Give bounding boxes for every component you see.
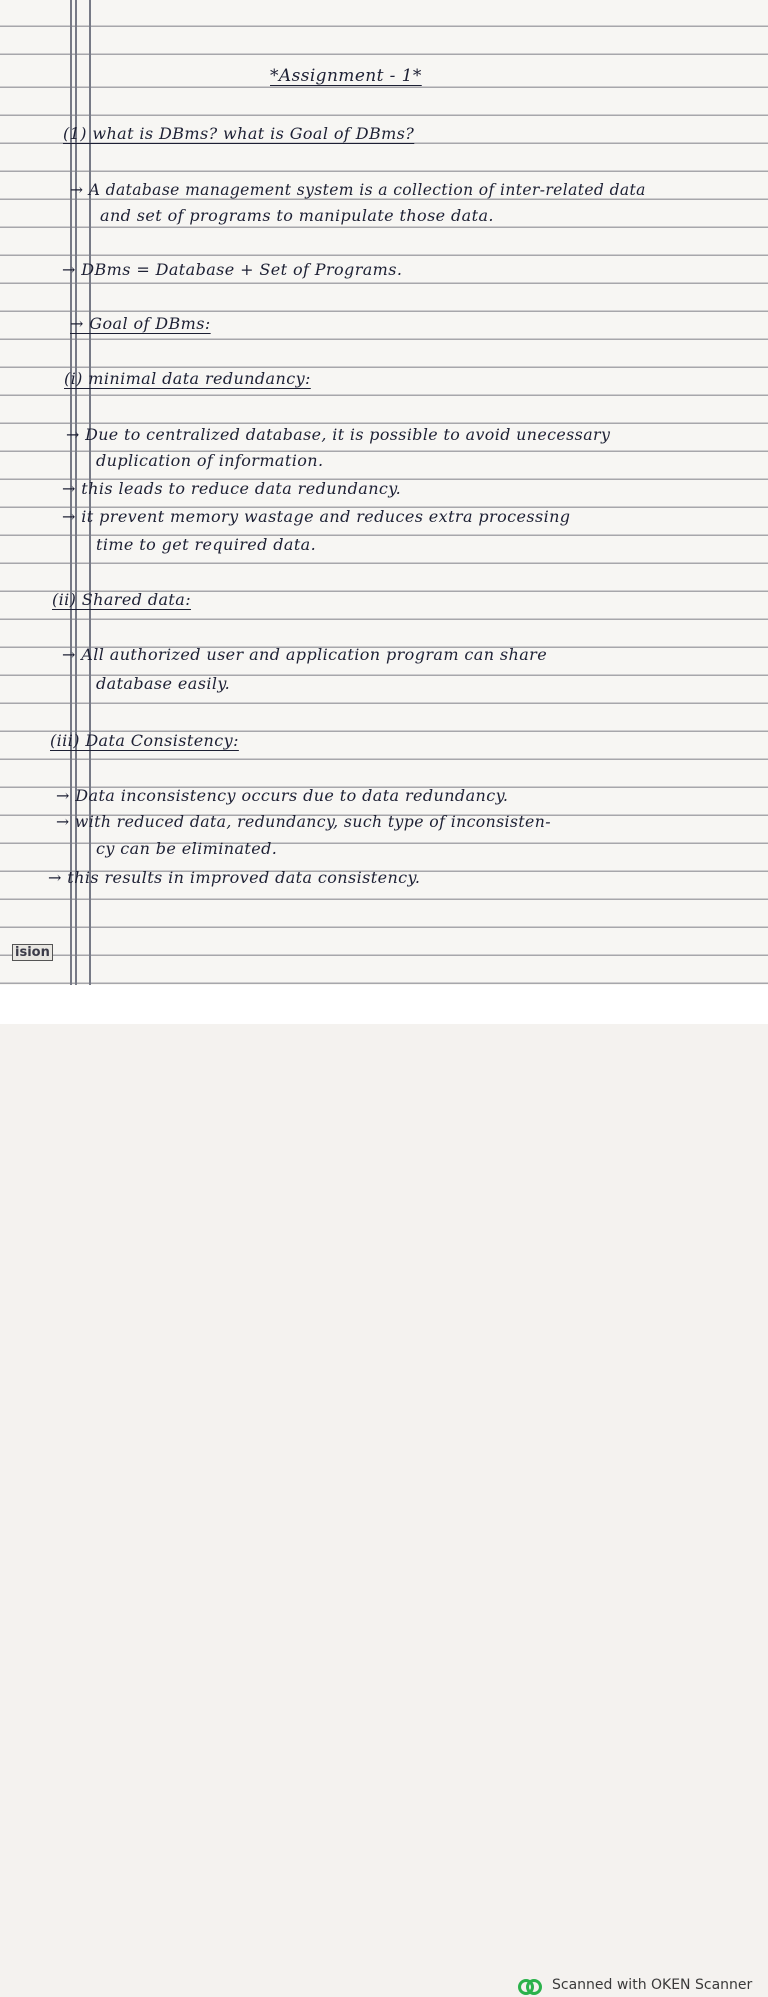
section-heading: (iii) Data Consistency: <box>50 731 239 750</box>
answer-line: database easily. <box>96 674 231 693</box>
answer-line: → Data inconsistency occurs due to data redundancy. <box>56 786 509 805</box>
scanner-logo-icon <box>518 1977 542 1997</box>
answer-line: → this leads to reduce data redundancy. <box>62 479 402 498</box>
answer-line: → Due to centralized database, it is possible to avoid unecessary <box>66 425 611 444</box>
answer-line: → All authorized user and application program can share <box>62 645 548 664</box>
answer-line: cy can be eliminated. <box>96 839 278 858</box>
section-heading: → Goal of DBms: <box>70 314 211 333</box>
section-heading: (ii) Shared data: <box>52 590 191 609</box>
answer-line: → DBms = Database + Set of Programs. <box>62 260 403 279</box>
section-heading: (i) minimal data redundancy: <box>64 369 311 388</box>
question-line: (1) what is DBms? what is Goal of DBms? <box>63 124 415 143</box>
answer-line: and set of programs to manipulate those data. <box>100 206 494 225</box>
answer-line: → it prevent memory wastage and reduces extra processing <box>62 507 571 526</box>
answer-line: → this results in improved data consistency. <box>48 868 421 887</box>
binder-label: ision <box>12 944 53 961</box>
answer-line: → with reduced data, redundancy, such type of inconsisten- <box>56 812 551 831</box>
answer-line: time to get required data. <box>96 535 317 554</box>
scanner-footer <box>0 985 768 1993</box>
notebook-page <box>0 0 768 985</box>
scanner-watermark-text: Scanned with OKEN Scanner <box>552 1977 753 1993</box>
answer-line: duplication of information. <box>96 451 324 470</box>
assignment-title: *Assignment - 1* <box>270 66 422 86</box>
answer-line: → A database management system is a collection of inter-related data <box>70 180 646 199</box>
